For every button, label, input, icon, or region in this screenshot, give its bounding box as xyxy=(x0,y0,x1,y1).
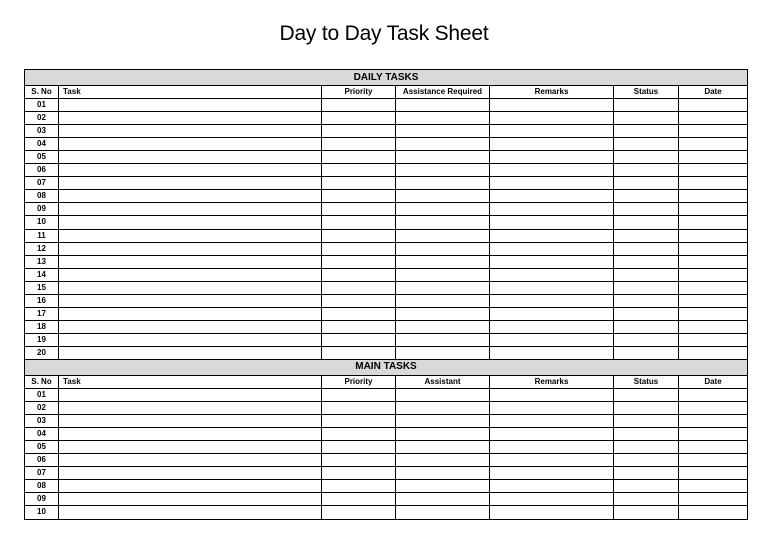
remarks-cell[interactable] xyxy=(490,177,614,190)
task-sheet-table xyxy=(24,69,748,520)
remarks-cell[interactable] xyxy=(490,333,614,346)
assistance-cell[interactable] xyxy=(396,281,490,294)
date-cell[interactable] xyxy=(679,320,748,333)
date-cell[interactable] xyxy=(679,164,748,177)
task-cell[interactable] xyxy=(59,177,322,190)
status-cell[interactable] xyxy=(614,415,679,428)
remarks-cell[interactable] xyxy=(490,441,614,454)
status-cell[interactable] xyxy=(614,480,679,493)
col-status: Status xyxy=(614,375,679,388)
assistance-cell[interactable] xyxy=(396,506,490,519)
priority-cell[interactable] xyxy=(322,506,396,519)
task-cell[interactable] xyxy=(59,268,322,281)
status-cell[interactable] xyxy=(614,125,679,138)
assistance-cell[interactable] xyxy=(396,428,490,441)
status-cell[interactable] xyxy=(614,177,679,190)
priority-cell[interactable] xyxy=(322,112,396,125)
col-priority: Priority xyxy=(322,86,396,99)
status-cell[interactable] xyxy=(614,428,679,441)
sno-cell: 12 xyxy=(25,242,59,255)
status-cell[interactable] xyxy=(614,493,679,506)
status-cell[interactable] xyxy=(614,255,679,268)
status-cell[interactable] xyxy=(614,320,679,333)
sno-cell: 09 xyxy=(25,493,59,506)
status-cell[interactable] xyxy=(614,281,679,294)
table-row xyxy=(25,428,748,441)
priority-cell[interactable] xyxy=(322,255,396,268)
assistance-cell[interactable] xyxy=(396,346,490,359)
assistance-cell[interactable] xyxy=(396,493,490,506)
sno-cell: 10 xyxy=(25,506,59,519)
col-sno: S. No xyxy=(25,375,59,388)
task-cell[interactable] xyxy=(59,138,322,151)
assistance-cell[interactable] xyxy=(396,320,490,333)
task-cell[interactable] xyxy=(59,467,322,480)
remarks-cell[interactable] xyxy=(490,268,614,281)
sno-cell: 20 xyxy=(25,346,59,359)
task-cell[interactable] xyxy=(59,294,322,307)
date-cell[interactable] xyxy=(679,151,748,164)
table-row xyxy=(25,255,748,268)
sno-cell: 07 xyxy=(25,467,59,480)
table-row xyxy=(25,441,748,454)
table-row xyxy=(25,320,748,333)
sno-cell: 06 xyxy=(25,454,59,467)
task-cell[interactable] xyxy=(59,307,322,320)
sno-cell: 16 xyxy=(25,294,59,307)
remarks-cell[interactable] xyxy=(490,216,614,229)
assistance-cell[interactable] xyxy=(396,190,490,203)
col-date: Date xyxy=(679,375,748,388)
assistance-cell[interactable] xyxy=(396,294,490,307)
sno-cell: 19 xyxy=(25,333,59,346)
priority-cell[interactable] xyxy=(322,294,396,307)
sno-cell: 06 xyxy=(25,164,59,177)
remarks-cell[interactable] xyxy=(490,190,614,203)
sno-cell: 05 xyxy=(25,441,59,454)
assistance-cell[interactable] xyxy=(396,467,490,480)
assistance-cell[interactable] xyxy=(396,164,490,177)
priority-cell[interactable] xyxy=(322,203,396,216)
table-row xyxy=(25,402,748,415)
date-cell[interactable] xyxy=(679,441,748,454)
assistance-cell[interactable] xyxy=(396,441,490,454)
date-cell[interactable] xyxy=(679,268,748,281)
table-row xyxy=(25,164,748,177)
assistance-cell[interactable] xyxy=(396,454,490,467)
remarks-cell[interactable] xyxy=(490,203,614,216)
sno-cell: 02 xyxy=(25,112,59,125)
status-cell[interactable] xyxy=(614,190,679,203)
col-remarks: Remarks xyxy=(490,86,614,99)
table-row xyxy=(25,177,748,190)
date-cell[interactable] xyxy=(679,454,748,467)
status-cell[interactable] xyxy=(614,307,679,320)
remarks-cell[interactable] xyxy=(490,402,614,415)
table-row xyxy=(25,415,748,428)
table-row xyxy=(25,268,748,281)
task-cell[interactable] xyxy=(59,320,322,333)
sno-cell: 18 xyxy=(25,320,59,333)
col-sno: S. No xyxy=(25,86,59,99)
table-row xyxy=(25,216,748,229)
priority-cell[interactable] xyxy=(322,346,396,359)
task-cell[interactable] xyxy=(59,402,322,415)
daily-header-row xyxy=(25,86,748,99)
status-cell[interactable] xyxy=(614,467,679,480)
date-cell[interactable] xyxy=(679,294,748,307)
table-row xyxy=(25,229,748,242)
sno-cell: 07 xyxy=(25,177,59,190)
task-cell[interactable] xyxy=(59,415,322,428)
table-row xyxy=(25,506,748,519)
date-cell[interactable] xyxy=(679,112,748,125)
remarks-cell[interactable] xyxy=(490,255,614,268)
date-cell[interactable] xyxy=(679,480,748,493)
assistance-cell[interactable] xyxy=(396,177,490,190)
priority-cell[interactable] xyxy=(322,389,396,402)
task-cell[interactable] xyxy=(59,99,322,112)
date-cell[interactable] xyxy=(679,255,748,268)
priority-cell[interactable] xyxy=(322,216,396,229)
sno-cell: 17 xyxy=(25,307,59,320)
assistance-cell[interactable] xyxy=(396,138,490,151)
status-cell[interactable] xyxy=(614,268,679,281)
task-cell[interactable] xyxy=(59,255,322,268)
main-tasks-section xyxy=(25,359,748,519)
task-cell[interactable] xyxy=(59,428,322,441)
status-cell[interactable] xyxy=(614,229,679,242)
date-cell[interactable] xyxy=(679,493,748,506)
col-task: Task xyxy=(59,86,322,99)
date-cell[interactable] xyxy=(679,415,748,428)
task-cell[interactable] xyxy=(59,454,322,467)
priority-cell[interactable] xyxy=(322,151,396,164)
remarks-cell[interactable] xyxy=(490,415,614,428)
table-row xyxy=(25,467,748,480)
task-cell[interactable] xyxy=(59,164,322,177)
table-row xyxy=(25,151,748,164)
table-row xyxy=(25,346,748,359)
sno-cell: 01 xyxy=(25,99,59,112)
sno-cell: 03 xyxy=(25,415,59,428)
col-task: Task xyxy=(59,375,322,388)
main-header-row xyxy=(25,375,748,388)
remarks-cell[interactable] xyxy=(490,112,614,125)
status-cell[interactable] xyxy=(614,151,679,164)
date-cell[interactable] xyxy=(679,467,748,480)
table-row xyxy=(25,493,748,506)
remarks-cell[interactable] xyxy=(490,428,614,441)
priority-cell[interactable] xyxy=(322,242,396,255)
task-cell[interactable] xyxy=(59,493,322,506)
priority-cell[interactable] xyxy=(322,467,396,480)
task-cell[interactable] xyxy=(59,281,322,294)
table-row xyxy=(25,99,748,112)
status-cell[interactable] xyxy=(614,242,679,255)
remarks-cell[interactable] xyxy=(490,320,614,333)
sno-cell: 14 xyxy=(25,268,59,281)
col-assistance-required: Assistance Required xyxy=(396,86,490,99)
priority-cell[interactable] xyxy=(322,125,396,138)
task-cell[interactable] xyxy=(59,190,322,203)
daily-tasks-section xyxy=(25,70,748,360)
assistance-cell[interactable] xyxy=(396,125,490,138)
status-cell[interactable] xyxy=(614,389,679,402)
assistance-cell[interactable] xyxy=(396,242,490,255)
date-cell[interactable] xyxy=(679,177,748,190)
assistance-cell[interactable] xyxy=(396,333,490,346)
status-cell[interactable] xyxy=(614,99,679,112)
sno-cell: 11 xyxy=(25,229,59,242)
col-priority: Priority xyxy=(322,375,396,388)
priority-cell[interactable] xyxy=(322,320,396,333)
status-cell[interactable] xyxy=(614,402,679,415)
assistance-cell[interactable] xyxy=(396,255,490,268)
main-tasks-heading: MAIN TASKS xyxy=(25,359,748,375)
date-cell[interactable] xyxy=(679,229,748,242)
status-cell[interactable] xyxy=(614,294,679,307)
assistance-cell[interactable] xyxy=(396,99,490,112)
sno-cell: 03 xyxy=(25,125,59,138)
table-row xyxy=(25,333,748,346)
status-cell[interactable] xyxy=(614,441,679,454)
status-cell[interactable] xyxy=(614,164,679,177)
date-cell[interactable] xyxy=(679,281,748,294)
table-row xyxy=(25,307,748,320)
sno-cell: 10 xyxy=(25,216,59,229)
assistance-cell[interactable] xyxy=(396,415,490,428)
status-cell[interactable] xyxy=(614,506,679,519)
sno-cell: 08 xyxy=(25,190,59,203)
priority-cell[interactable] xyxy=(322,415,396,428)
sno-cell: 04 xyxy=(25,428,59,441)
task-cell[interactable] xyxy=(59,333,322,346)
table-row xyxy=(25,190,748,203)
sno-cell: 05 xyxy=(25,151,59,164)
task-cell[interactable] xyxy=(59,151,322,164)
sno-cell: 01 xyxy=(25,389,59,402)
assistance-cell[interactable] xyxy=(396,203,490,216)
table-row xyxy=(25,203,748,216)
task-cell[interactable] xyxy=(59,216,322,229)
date-cell[interactable] xyxy=(679,506,748,519)
priority-cell[interactable] xyxy=(322,229,396,242)
remarks-cell[interactable] xyxy=(490,480,614,493)
assistance-cell[interactable] xyxy=(396,216,490,229)
table-row xyxy=(25,480,748,493)
assistance-cell[interactable] xyxy=(396,480,490,493)
remarks-cell[interactable] xyxy=(490,125,614,138)
task-cell[interactable] xyxy=(59,480,322,493)
status-cell[interactable] xyxy=(614,203,679,216)
priority-cell[interactable] xyxy=(322,307,396,320)
task-cell[interactable] xyxy=(59,441,322,454)
sno-cell: 08 xyxy=(25,480,59,493)
remarks-cell[interactable] xyxy=(490,138,614,151)
date-cell[interactable] xyxy=(679,216,748,229)
sno-cell: 09 xyxy=(25,203,59,216)
date-cell[interactable] xyxy=(679,99,748,112)
task-cell[interactable] xyxy=(59,506,322,519)
task-cell[interactable] xyxy=(59,346,322,359)
task-cell[interactable] xyxy=(59,229,322,242)
date-cell[interactable] xyxy=(679,402,748,415)
date-cell[interactable] xyxy=(679,307,748,320)
status-cell[interactable] xyxy=(614,216,679,229)
remarks-cell[interactable] xyxy=(490,229,614,242)
table-row xyxy=(25,294,748,307)
priority-cell[interactable] xyxy=(322,281,396,294)
remarks-cell[interactable] xyxy=(490,151,614,164)
date-cell[interactable] xyxy=(679,389,748,402)
remarks-cell[interactable] xyxy=(490,506,614,519)
col-remarks: Remarks xyxy=(490,375,614,388)
remarks-cell[interactable] xyxy=(490,281,614,294)
sno-cell: 15 xyxy=(25,281,59,294)
status-cell[interactable] xyxy=(614,454,679,467)
task-cell[interactable] xyxy=(59,112,322,125)
daily-tasks-heading: DAILY TASKS xyxy=(25,70,748,86)
priority-cell[interactable] xyxy=(322,268,396,281)
table-row xyxy=(25,112,748,125)
assistance-cell[interactable] xyxy=(396,229,490,242)
status-cell[interactable] xyxy=(614,138,679,151)
col-status: Status xyxy=(614,86,679,99)
priority-cell[interactable] xyxy=(322,190,396,203)
remarks-cell[interactable] xyxy=(490,467,614,480)
priority-cell[interactable] xyxy=(322,333,396,346)
assistance-cell[interactable] xyxy=(396,402,490,415)
assistance-cell[interactable] xyxy=(396,112,490,125)
table-row xyxy=(25,138,748,151)
assistance-cell[interactable] xyxy=(396,151,490,164)
date-cell[interactable] xyxy=(679,346,748,359)
priority-cell[interactable] xyxy=(322,480,396,493)
date-cell[interactable] xyxy=(679,138,748,151)
remarks-cell[interactable] xyxy=(490,242,614,255)
priority-cell[interactable] xyxy=(322,138,396,151)
date-cell[interactable] xyxy=(679,203,748,216)
assistance-cell[interactable] xyxy=(396,389,490,402)
priority-cell[interactable] xyxy=(322,99,396,112)
remarks-cell[interactable] xyxy=(490,346,614,359)
assistance-cell[interactable] xyxy=(396,268,490,281)
remarks-cell[interactable] xyxy=(490,454,614,467)
col-assistant: Assistant xyxy=(396,375,490,388)
page-title: Day to Day Task Sheet xyxy=(279,22,489,45)
date-cell[interactable] xyxy=(679,190,748,203)
priority-cell[interactable] xyxy=(322,164,396,177)
remarks-cell[interactable] xyxy=(490,164,614,177)
table-row xyxy=(25,242,748,255)
remarks-cell[interactable] xyxy=(490,389,614,402)
table-row xyxy=(25,389,748,402)
task-cell[interactable] xyxy=(59,203,322,216)
sno-cell: 13 xyxy=(25,255,59,268)
table-row xyxy=(25,281,748,294)
task-cell[interactable] xyxy=(59,125,322,138)
status-cell[interactable] xyxy=(614,112,679,125)
assistance-cell[interactable] xyxy=(396,307,490,320)
remarks-cell[interactable] xyxy=(490,99,614,112)
table-row xyxy=(25,125,748,138)
remarks-cell[interactable] xyxy=(490,493,614,506)
date-cell[interactable] xyxy=(679,242,748,255)
remarks-cell[interactable] xyxy=(490,307,614,320)
date-cell[interactable] xyxy=(679,125,748,138)
priority-cell[interactable] xyxy=(322,402,396,415)
table-row xyxy=(25,454,748,467)
priority-cell[interactable] xyxy=(322,493,396,506)
status-cell[interactable] xyxy=(614,333,679,346)
priority-cell[interactable] xyxy=(322,428,396,441)
remarks-cell[interactable] xyxy=(490,294,614,307)
date-cell[interactable] xyxy=(679,428,748,441)
date-cell[interactable] xyxy=(679,333,748,346)
status-cell[interactable] xyxy=(614,346,679,359)
priority-cell[interactable] xyxy=(322,441,396,454)
task-cell[interactable] xyxy=(59,242,322,255)
col-date: Date xyxy=(679,86,748,99)
sno-cell: 02 xyxy=(25,402,59,415)
sno-cell: 04 xyxy=(25,138,59,151)
priority-cell[interactable] xyxy=(322,454,396,467)
task-cell[interactable] xyxy=(59,389,322,402)
priority-cell[interactable] xyxy=(322,177,396,190)
